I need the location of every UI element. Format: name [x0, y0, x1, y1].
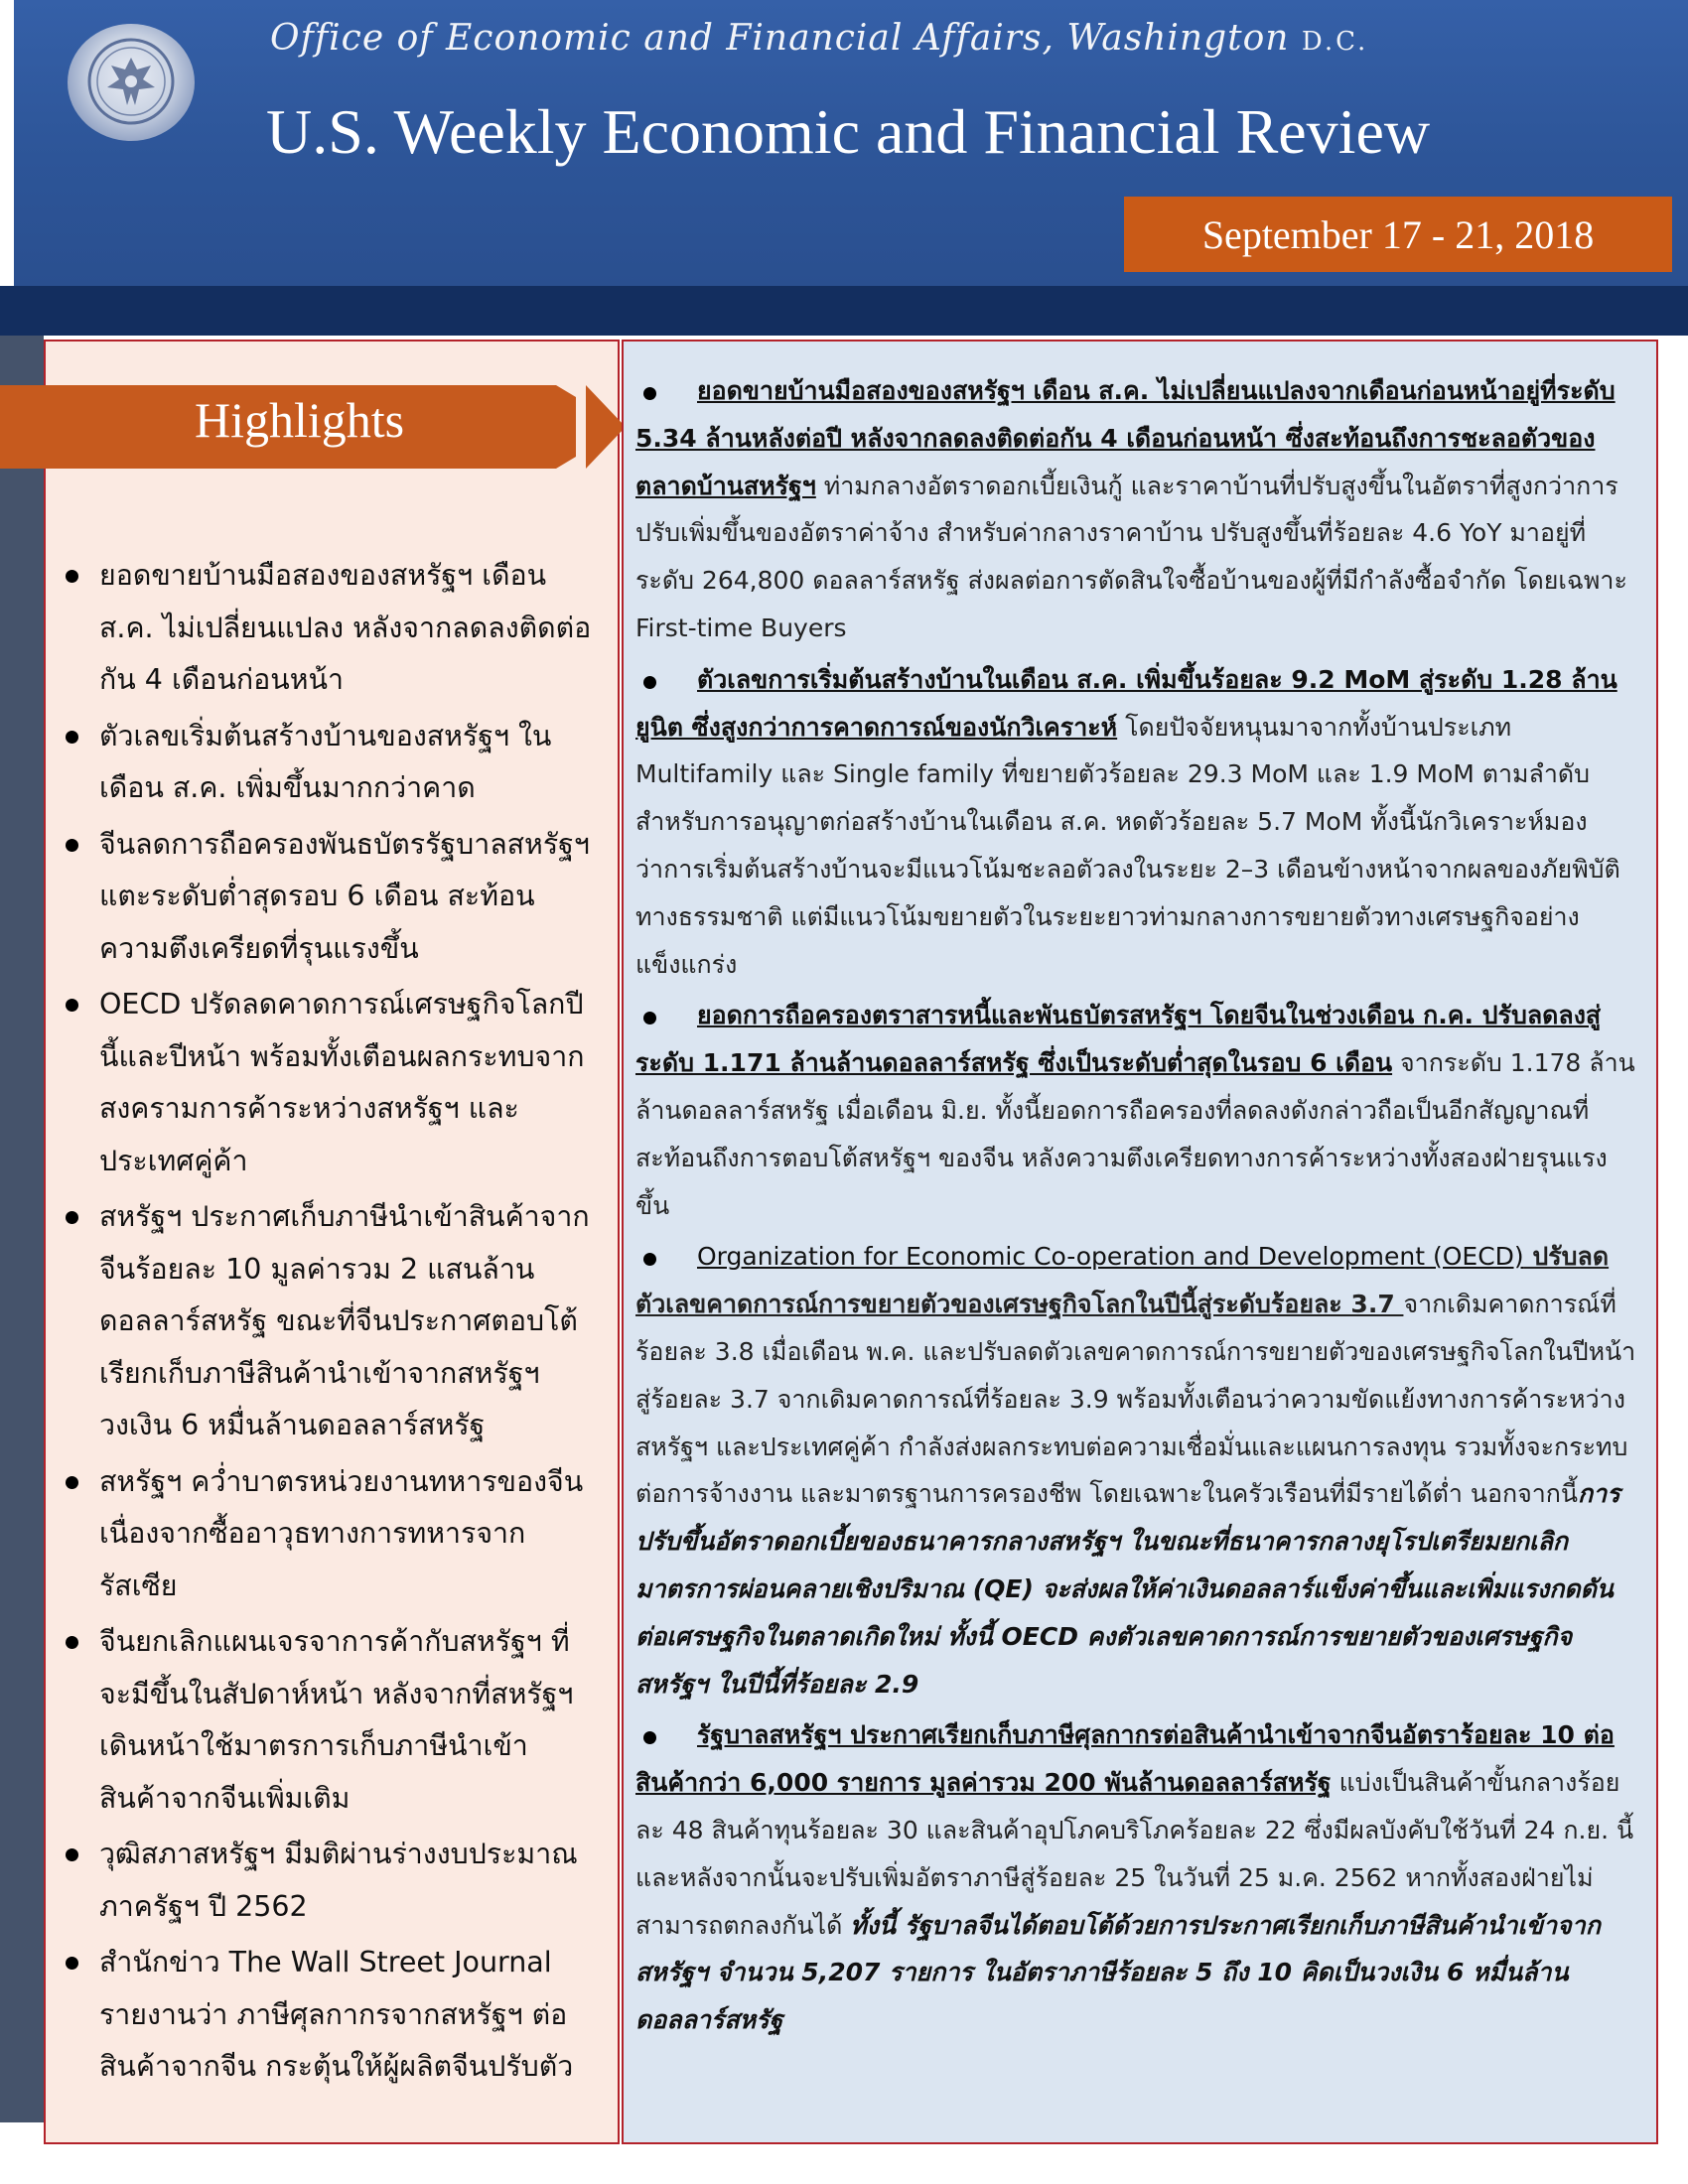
article-lead: ยอดการถือครองตราสารหนี้และพันธบัตรสหรัฐฯ โดยจีนในช่วงเดือน ก.ค. ปรับลดลงสู่ระดับ 1.171 ล้านล้านดอลลาร์สหรัฐ ซึ่งเป็นระดับต่ำสุดในรอบ 6 เดือน	[635, 1001, 1602, 1078]
page-title: U.S. Weekly Economic and Financial Review	[266, 96, 1431, 167]
article-lead-continued: ปรับลดตัวเลขคาดการณ์การขยายตัวของเศรษฐกิจโลกในปีนี้สู่ระดับร้อยละ 3.7	[635, 1242, 1610, 1319]
highlight-item: สหรัฐฯ ประกาศเก็บภาษีนำเข้าสินค้าจากจีนร้อยละ 10 มูลค่ารวม 2 แสนล้านดอลลาร์สหรัฐ ขณะที่จีนประกาศตอบโต้เรียกเก็บภาษีสินค้านำเข้าจากสหรัฐฯ วงเงิน 6 หมื่นล้านดอลลาร์สหรัฐ	[58, 1191, 594, 1452]
highlight-item: OECD ปรัดลดคาดการณ์เศรษฐกิจโลกปีนี้และปีหน้า พร้อมทั้งเตือนผลกระทบจากสงครามการค้าระหว่างสหรัฐฯ และประเทศคู่ค้า	[58, 979, 594, 1187]
side-strip	[0, 336, 44, 2122]
article-housing-starts	[635, 656, 1638, 989]
article-lead: ตัวเลขการเริ่มต้นสร้างบ้านในเดือน ส.ค. เพิ่มขึ้นร้อยละ 9.2 MoM สู่ระดับ 1.28 ล้านยูนิต ซึ่งสูงกว่าการคาดการณ์ของนักวิเคราะห์	[635, 664, 1618, 742]
article-body: โดยปัจจัยหนุนมาจากทั้งบ้านประเภท Multifamily และ Single family ที่ขยายตัวร้อยละ 29.3 MoM และ 1.9 MoM ตามลำดับ สำหรับการอนุญาตก่อสร้างบ้านในเดือน ส.ค. หดตัวร้อยละ 5.7 MoM ทั้งนี้นักวิเคราะห์มองว่าการเริ่มต้นสร้างบ้านจะมีแนวโน้มชะลอตัวลงในระยะ 2–3 เดือนข้างหน้าจากผลของภัยพิบัติทางธรรมชาติ แต่มีแนวโน้มขยายตัวในระยะยาวท่ามกลางการขยายตัวทางเศรษฐกิจอย่างแข็งแกร่ง	[635, 712, 1620, 979]
highlight-item: ตัวเลขเริ่มต้นสร้างบ้านของสหรัฐฯ ในเดือน ส.ค. เพิ่มขึ้นมากกว่าคาด	[58, 711, 594, 815]
office-dc: D.C.	[1301, 27, 1369, 57]
highlight-item: ยอดขายบ้านมือสองของสหรัฐฯ เดือน ส.ค. ไม่เปลี่ยนแปลง หลังจากลดลงติดต่อกัน 4 เดือนก่อนหน้า	[58, 550, 594, 707]
header-divider-band	[0, 286, 1688, 336]
date-range-badge	[1124, 197, 1672, 272]
agency-seal-icon	[68, 24, 195, 141]
highlight-item: สหรัฐฯ คว่ำบาตรหน่วยงานทหารของจีนเนื่องจากซื้ออาวุธทางการทหารจากรัสเซีย	[58, 1456, 594, 1613]
date-range-text: September 17 - 21, 2018	[1201, 211, 1595, 257]
highlight-item: จีนลดการถือครองพันธบัตรรัฐบาลสหรัฐฯ แตะระดับต่ำสุดรอบ 6 เดือน สะท้อนความตึงเครียดที่รุนแรงขึ้น	[58, 819, 594, 976]
highlight-item: สำนักข่าว The Wall Street Journal รายงานว่า ภาษีศุลกากรจากสหรัฐฯ ต่อสินค้าจากจีน กระตุ้นให้ผู้ผลิตจีนปรับตัว	[58, 1937, 594, 2094]
highlight-item: จีนยกเลิกแผนเจรจาการค้ากับสหรัฐฯ ที่จะมีขึ้นในสัปดาห์หน้า หลังจากที่สหรัฐฯ เดินหน้าใช้มาตรการเก็บภาษีนำเข้าสินค้าจากจีนเพิ่มเติม	[58, 1616, 594, 1825]
office-name-text: Office of Economic and Financial Affairs, Washington	[270, 18, 1290, 59]
article-china-treasury-holdings	[635, 992, 1638, 1229]
article-lead: Organization for Economic Co-operation and Development (OECD)	[697, 1242, 1524, 1272]
article-body: จากระดับ 1.178 ล้านล้านดอลลาร์สหรัฐ เมื่อเดือน มิ.ย. ทั้งนี้ยอดการถือครองที่ลดลงดังกล่าวถือเป็นอีกสัญญาณที่สะท้อนถึงการตอบโต้สหรัฐฯ ของจีน หลังความตึงเครียดทางการค้าระหว่างทั้งสองฝ่ายรุนแรงขึ้น	[635, 1048, 1635, 1220]
article-body: ท่ามกลางอัตราดอกเบี้ยเงินกู้ และราคาบ้านที่ปรับสูงขึ้นในอัตราที่สูงกว่าการปรับเพิ่มขึ้นของอัตราค่าจ้าง สำหรับค่ากลางราคาบ้าน ปรับสูงขึ้นที่ร้อยละ 4.6 YoY มาอยู่ที่ระดับ 264,800 ดอลลาร์สหรัฐ ส่งผลต่อการตัดสินใจซื้อบ้านของผู้ที่มีกำลังซื้อจำกัด โดยเฉพาะ First-time Buyers	[635, 471, 1627, 642]
article-body: จากเดิมคาดการณ์ที่ร้อยละ 3.8 เมื่อเดือน พ.ค. และปรับลดตัวเลขคาดการณ์การขยายตัวของเศรษฐกิจโลกในปีหน้าสู่ร้อยละ 3.7 จากเดิมคาดการณ์ที่ร้อยละ 3.9 พร้อมทั้งเตือนว่าความขัดแย้งทางการค้าระหว่างสหรัฐฯ และประเทศคู่ค้า กำลังส่งผลกระทบต่อความเชื่อมั่นและแผนการลงทุน รวมทั้งจะกระทบต่อการจ้างงาน และมาตรฐานการครองชีพ โดยเฉพาะในครัวเรือนที่มีรายได้ต่ำ นอกจากนี้	[635, 1290, 1636, 1509]
article-oecd-outlook	[635, 1233, 1638, 1707]
article-lead: ยอดขายบ้านมือสองของสหรัฐฯ เดือน ส.ค. ไม่เปลี่ยนแปลงจากเดือนก่อนหน้าอยู่ที่ระดับ 5.34 ล้านหลังต่อปี หลังจากลดลงติดต่อกัน 4 เดือนก่อนหน้า ซึ่งสะท้อนถึงการชะลอตัวของตลาดบ้านสหรัฐฯ	[635, 376, 1616, 500]
article-emphasis: การปรับขึ้นอัตราดอกเบี้ยของธนาคารกลางสหรัฐฯ ในขณะที่ธนาคารกลางยุโรปเตรียมยกเลิกมาตรการผ่อนคลายเชิงปริมาณ (QE) จะส่งผลให้ค่าเงินดอลลาร์แข็งค่าขึ้นและเพิ่มแรงกดดันต่อเศรษฐกิจในตลาดเกิดใหม่ ทั้งนี้ OECD คงตัวเลขคาดการณ์การขยายตัวของเศรษฐกิจสหรัฐฯ ในปีนี้ที่ร้อยละ 2.9	[635, 1479, 1620, 1699]
article-existing-home-sales	[635, 367, 1638, 652]
article-body: แบ่งเป็นสินค้าขั้นกลางร้อยละ 48 สินค้าทุนร้อยละ 30 และสินค้าอุปโภคบริโภคร้อยละ 22 ซึ่งมีผลบังคับใช้วันที่ 24 ก.ย. นี้ และหลังจากนั้นจะปรับเพิ่มอัตราภาษีสู่ร้อยละ 25 ในวันที่ 25 ม.ค. 2562 หากทั้งสองฝ่ายไม่สามารถตกลงกันได้	[635, 1768, 1634, 1940]
highlights-list	[58, 550, 594, 2098]
articles-list	[635, 367, 1638, 2044]
highlights-title: Highlights	[195, 392, 405, 448]
office-name	[270, 18, 1368, 59]
article-us-tariffs	[635, 1711, 1638, 2044]
article-emphasis: ทั้งนี้ รัฐบาลจีนได้ตอบโต้ด้วยการประกาศเรียกเก็บภาษีสินค้านำเข้าจากสหรัฐฯ จำนวน 5,207 รายการ ในอัตราภาษีร้อยละ 5 ถึง 10 คิดเป็นวงเงิน 6 หมื่นล้านดอลลาร์สหรัฐ	[635, 1910, 1601, 2035]
highlight-item: วุฒิสภาสหรัฐฯ มีมติผ่านร่างงบประมาณภาครัฐฯ ปี 2562	[58, 1829, 594, 1933]
article-lead: รัฐบาลสหรัฐฯ ประกาศเรียกเก็บภาษีศุลกากรต่อสินค้านำเข้าจากจีนอัตราร้อยละ 10 ต่อสินค้ากว่า 6,000 รายการ มูลค่ารวม 200 พันล้านดอลลาร์สหรัฐ	[635, 1720, 1615, 1798]
